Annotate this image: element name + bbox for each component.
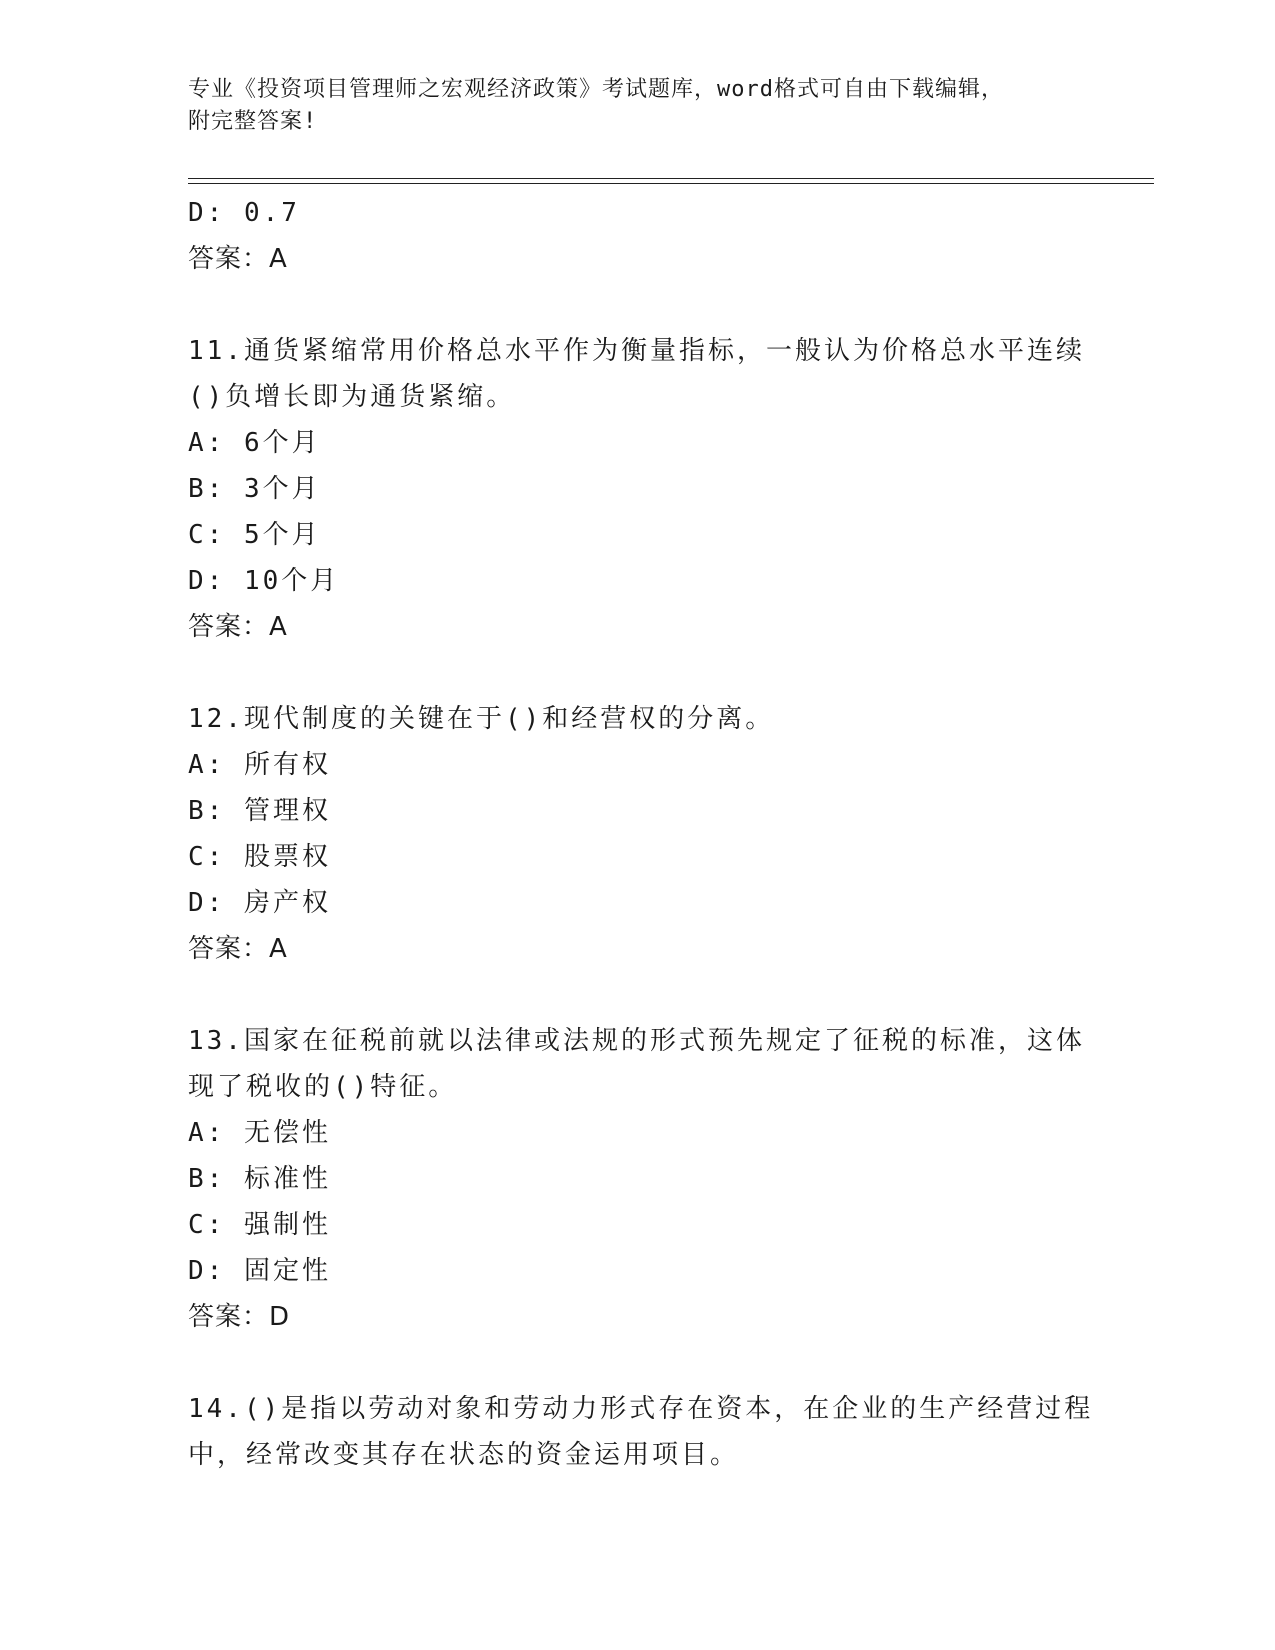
header-title-line2: 附完整答案!: [188, 109, 318, 134]
answer-line: 答案：A: [188, 612, 288, 642]
question-stem-continued: 现了税收的()特征。: [188, 1072, 458, 1102]
option-d: D: 固定性: [188, 1256, 331, 1286]
option-c: C: 股票权: [188, 842, 331, 872]
option-b: B: 3个月: [188, 474, 321, 504]
header-divider-bottom: [188, 183, 1154, 184]
answer-line: 答案：D: [188, 1302, 291, 1332]
spacer: [188, 1340, 1088, 1386]
question-stem: 13.国家在征税前就以法律或法规的形式预先规定了征税的标准，这体: [188, 1026, 1085, 1056]
page-header: [188, 74, 1088, 138]
question-11: [188, 328, 1088, 650]
question-13: [188, 1018, 1088, 1340]
spacer: [188, 282, 1088, 328]
option-d: D: 0.7: [188, 198, 300, 228]
question-stem: 11.通货紧缩常用价格总水平作为衡量指标，一般认为价格总水平连续: [188, 336, 1085, 366]
question-stem-continued: ()负增长即为通货紧缩。: [188, 382, 516, 412]
option-b: B: 管理权: [188, 796, 331, 826]
question-list: [188, 190, 1094, 1478]
option-d: D: 房产权: [188, 888, 331, 918]
question-stem: 12.现代制度的关键在于()和经营权的分离。: [188, 704, 775, 734]
header-divider-top: [188, 178, 1154, 179]
answer-line: 答案：A: [188, 244, 288, 274]
header-title-line1: 专业《投资项目管理师之宏观经济政策》考试题库，word格式可自由下载编辑，: [188, 77, 1004, 102]
option-b: B: 标准性: [188, 1164, 331, 1194]
option-a: A: 6个月: [188, 428, 321, 458]
option-a: A: 所有权: [188, 750, 331, 780]
question-12: [188, 696, 1088, 972]
option-d: D: 10个月: [188, 566, 340, 596]
spacer: [188, 650, 1088, 696]
spacer: [188, 972, 1088, 1018]
question-stem-continued: 中，经常改变其存在状态的资金运用项目。: [188, 1440, 740, 1470]
answer-line: 答案：A: [188, 934, 288, 964]
question-14: [188, 1386, 1094, 1478]
option-c: C: 5个月: [188, 520, 321, 550]
question-stem: 14.()是指以劳动对象和劳动力形式存在资本，在企业的生产经营过程: [188, 1394, 1094, 1424]
option-a: A: 无偿性: [188, 1118, 331, 1148]
option-c: C: 强制性: [188, 1210, 331, 1240]
